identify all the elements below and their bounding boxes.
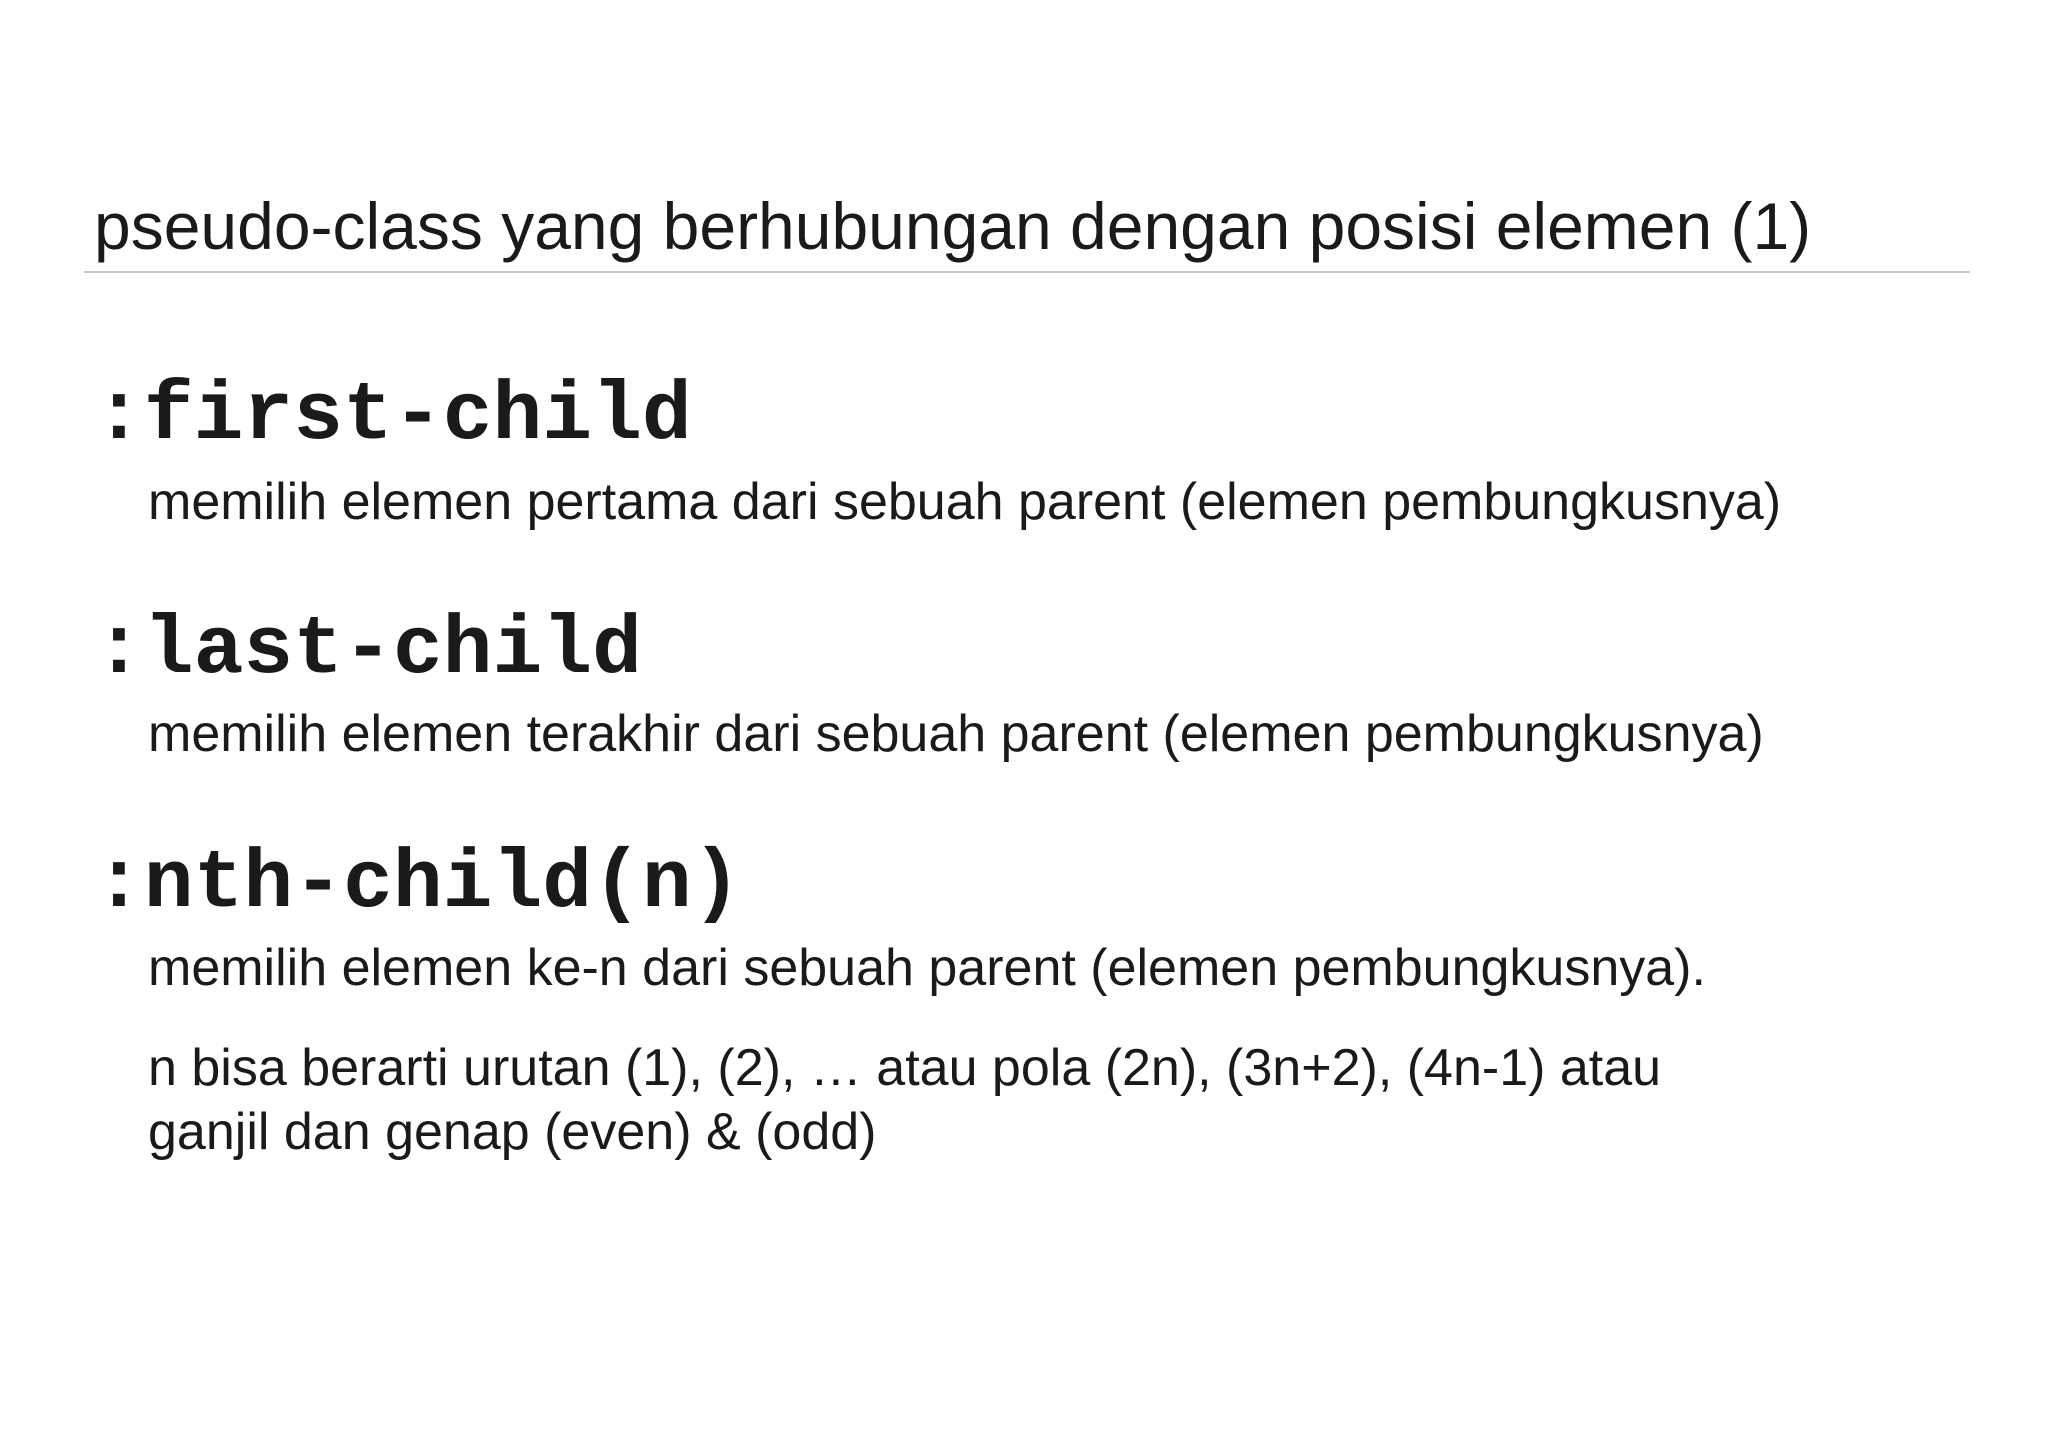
nth-child-note-line-1: n bisa berarti urutan (1), (2), … atau pola (2n), (3n+2), (4n-1) atau xyxy=(148,1039,1662,1097)
slide-title: pseudo-class yang berhubungan dengan posisi elemen (1) xyxy=(94,189,1812,263)
description-nth-child: memilih elemen ke-n dari sebuah parent (elemen pembungkusnya). xyxy=(148,939,1706,997)
description-last-child: memilih elemen terakhir dari sebuah parent (elemen pembungkusnya) xyxy=(148,705,1764,763)
selector-last-child: :last-child xyxy=(94,603,642,697)
selector-first-child: :first-child xyxy=(94,369,692,463)
selector-nth-child: :nth-child(n) xyxy=(94,837,742,931)
title-divider xyxy=(84,271,1970,273)
description-first-child: memilih elemen pertama dari sebuah parent (elemen pembungkusnya) xyxy=(148,473,1782,531)
nth-child-note-line-2: ganjil dan genap (even) & (odd) xyxy=(148,1103,877,1161)
